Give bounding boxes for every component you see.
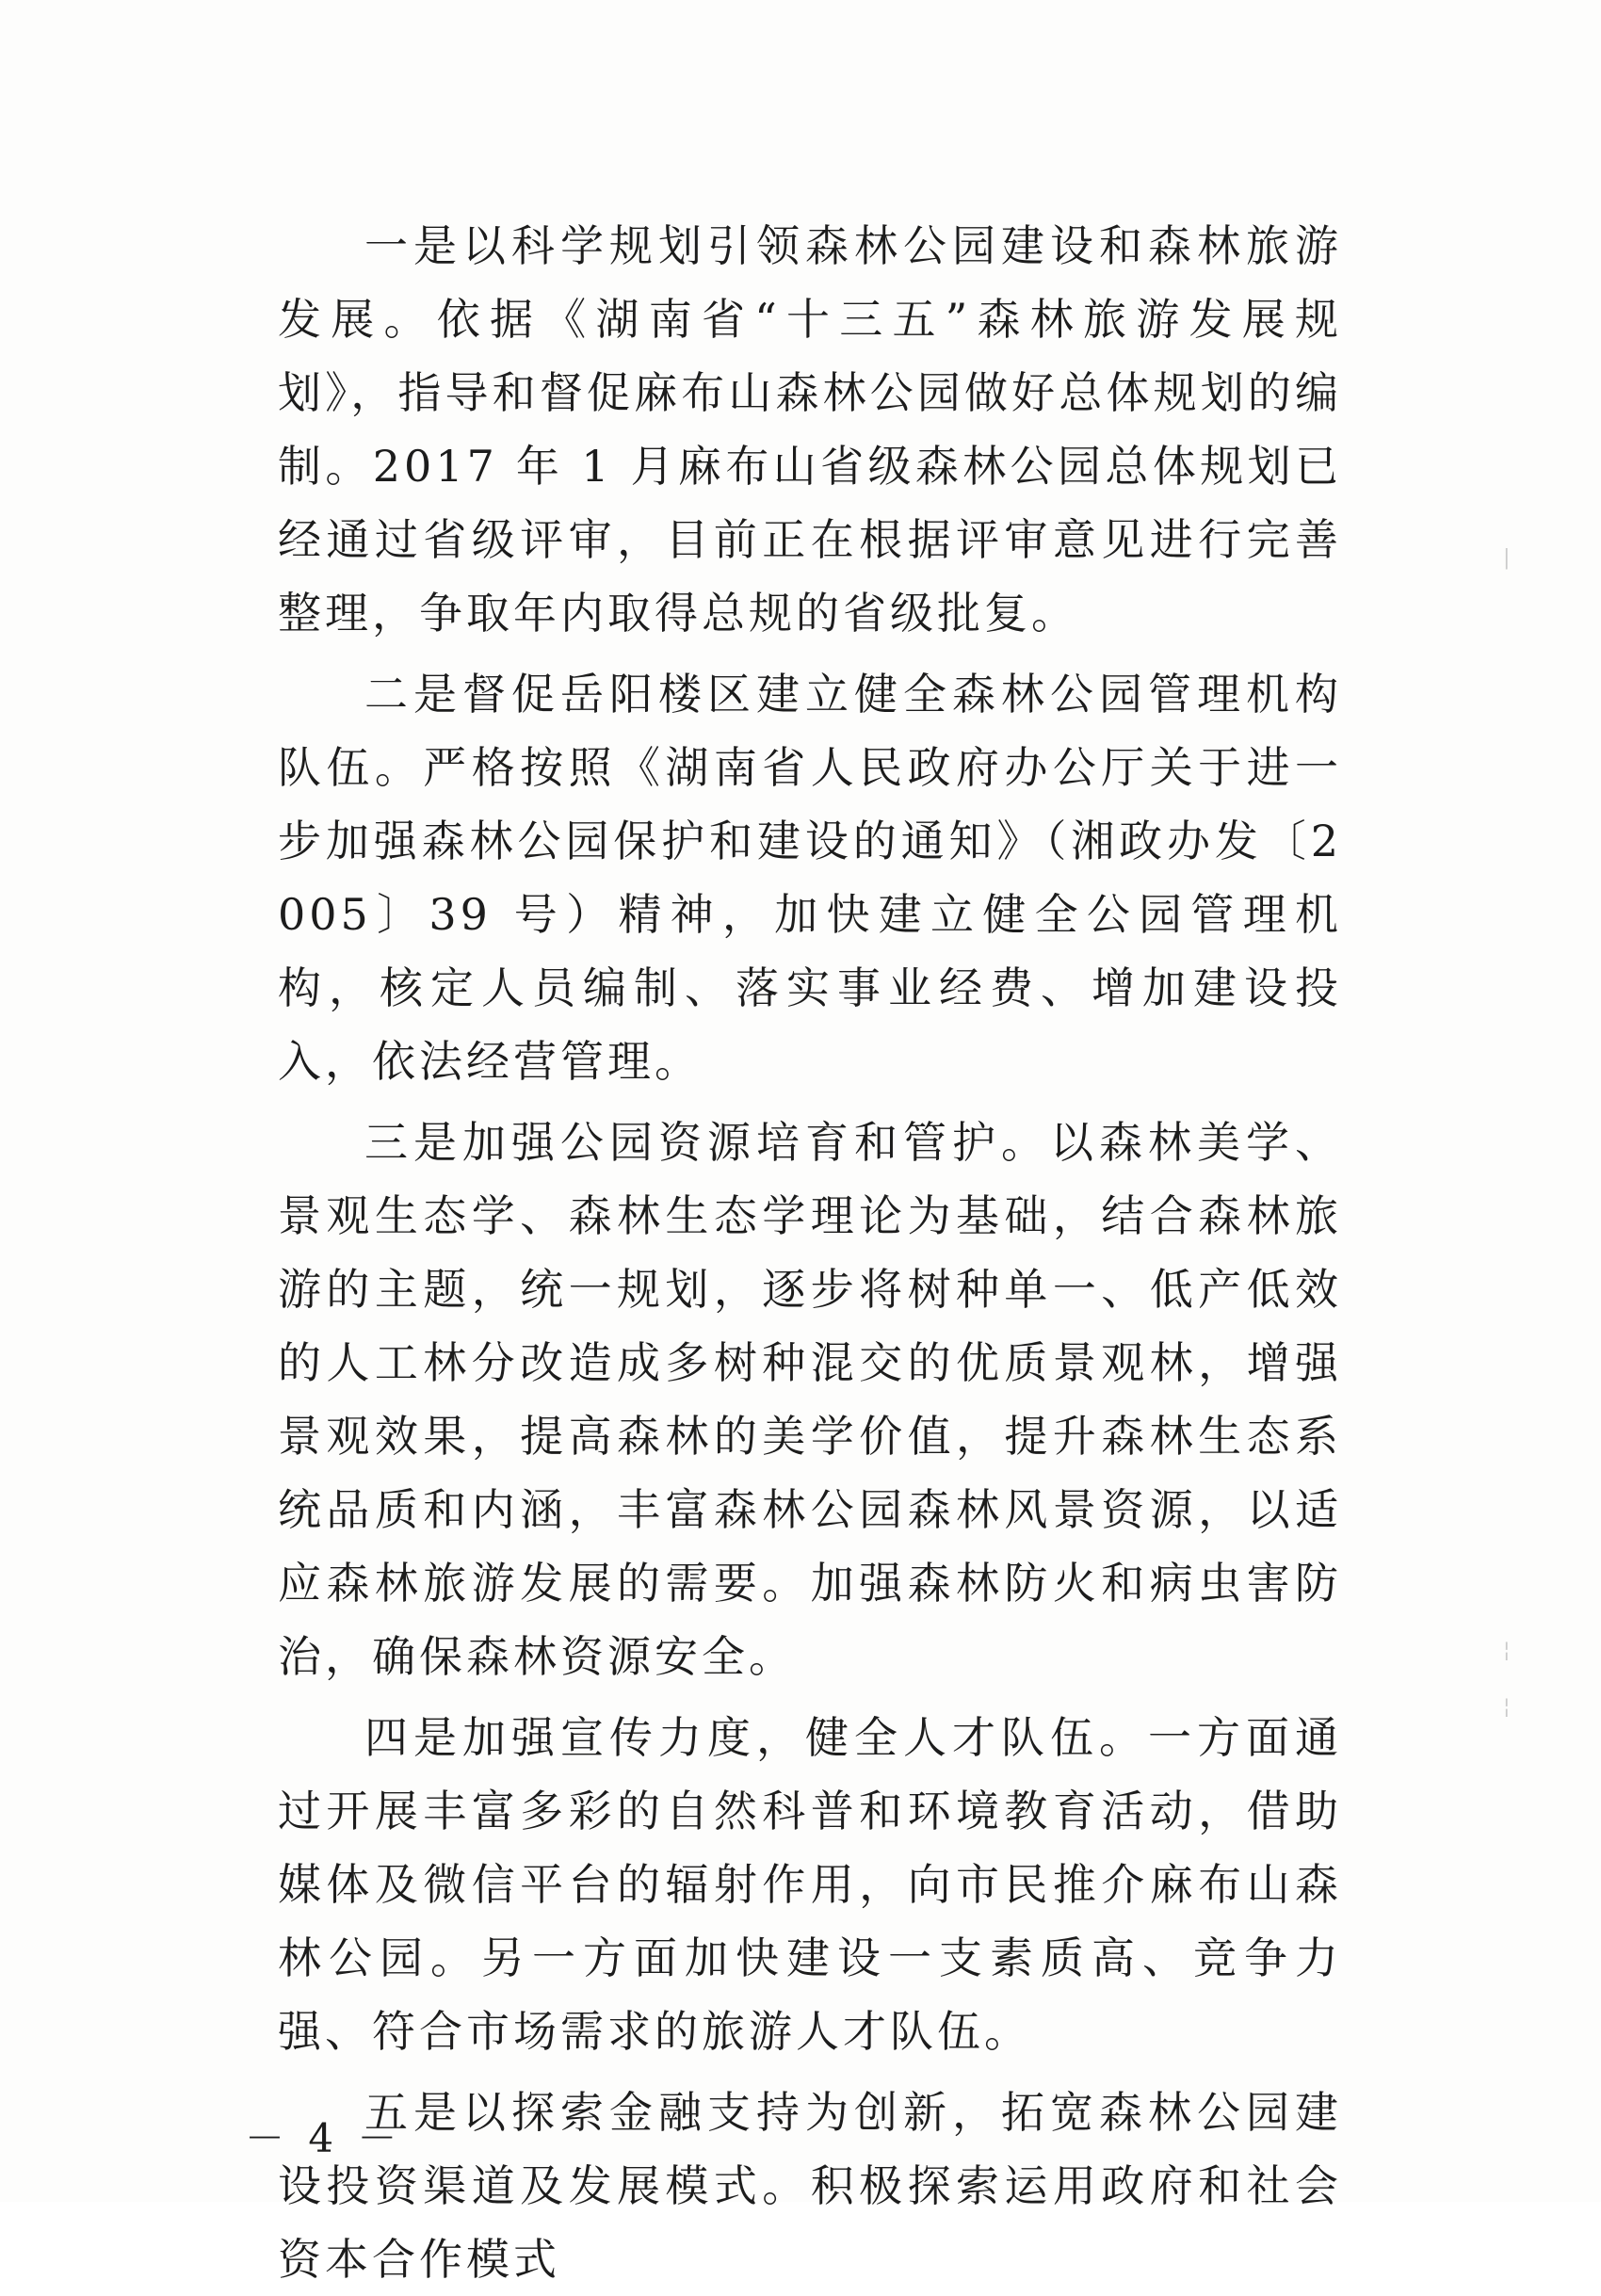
page-number: － 4 －: [245, 2115, 403, 2161]
paragraph-2: 二是督促岳阳楼区建立健全森林公园管理机构队伍。严格按照《湖南省人民政府办公厅关于进一步加强森林公园保护和建设的通知》（湘政办发〔2005〕39 号）精神，加快建立健全公园管理机构，核定人员编制、落实事业经费、增加建设投入，依法经营管理。: [278, 669, 1342, 1087]
paragraph-3: 三是加强公园资源培育和管护。以森林美学、景观生态学、森林生态学理论为基础，结合森林旅游的主题，统一规划，逐步将树种单一、低产低效的人工林分改造成多树种混交的优质景观林，增强景观效果，提高森林的美学价值，提升森林生态系统品质和内涵，丰富森林公园森林风景资源，以适应森林旅游发展的需要。加强森林防火和病虫害防治，确保森林资源安全。: [278, 1117, 1342, 1682]
paragraph-1: 一是以科学规划引领森林公园建设和森林旅游发展。依据《湖南省“十三五”森林旅游发展规划》，指导和督促麻布山森林公园做好总体规划的编制。2017 年 1 月麻布山省级森林公园总体规划已经通过省级评审，目前正在根据评审意见进行完善整理，争取年内取得总规的省级批复。: [278, 220, 1342, 639]
scan-artifact-mark: ¦: [1503, 1639, 1511, 1662]
scan-artifact-mark: |: [1503, 546, 1511, 570]
scan-artifact-mark: ¦: [1503, 1695, 1511, 1719]
paragraph-4: 四是加强宣传力度，健全人才队伍。一方面通过开展丰富多彩的自然科普和环境教育活动，借助媒体及微信平台的辐射作用，向市民推介麻布山森林公园。另一方面加快建设一支素质高、竞争力强、符合市场需求的旅游人才队伍。: [278, 1712, 1342, 2057]
document-body: [278, 209, 1342, 2296]
paragraph-5: 五是以探索金融支持为创新，拓宽森林公园建设投资渠道及发展模式。积极探索运用政府和社会资本合作模式: [278, 2087, 1342, 2285]
